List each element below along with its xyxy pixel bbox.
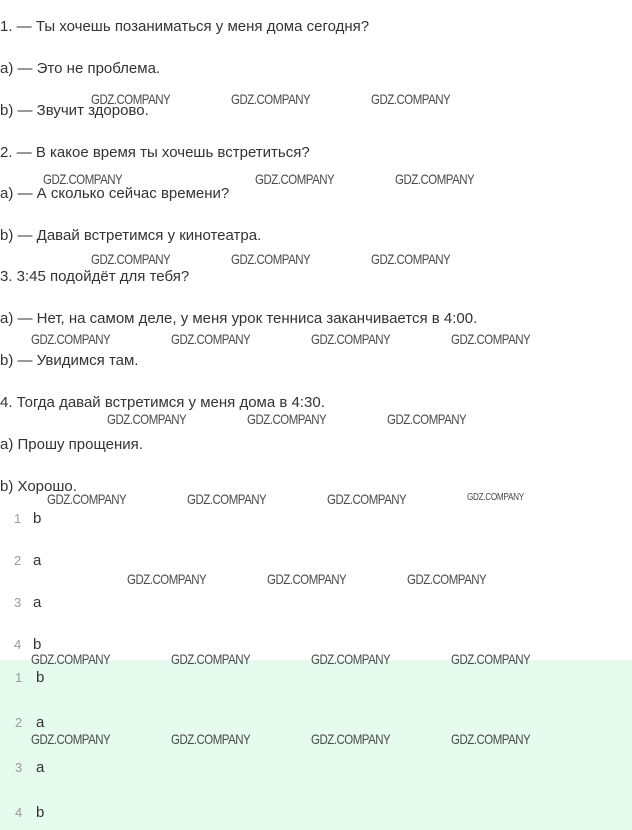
- watermark: GDZ.COMPANY: [395, 171, 475, 187]
- watermark: GDZ.COMPANY: [407, 571, 487, 587]
- watermark: GDZ.COMPANY: [327, 491, 407, 507]
- answer-value: b: [33, 510, 42, 527]
- watermark: GDZ.COMPANY: [31, 731, 111, 747]
- answer-number: 1: [15, 670, 23, 685]
- watermark: GDZ.COMPANY: [31, 651, 111, 667]
- watermark: GDZ.COMPANY: [467, 492, 524, 503]
- watermark: GDZ.COMPANY: [311, 331, 391, 347]
- answer-value: b: [36, 804, 45, 821]
- watermark: GDZ.COMPANY: [43, 171, 123, 187]
- answer-value: a: [33, 594, 42, 611]
- watermark: GDZ.COMPANY: [231, 91, 311, 107]
- watermark: GDZ.COMPANY: [311, 651, 391, 667]
- watermark: GDZ.COMPANY: [47, 491, 127, 507]
- watermark: GDZ.COMPANY: [255, 171, 335, 187]
- watermark: GDZ.COMPANY: [231, 251, 311, 267]
- watermark: GDZ.COMPANY: [187, 491, 267, 507]
- option-4a: a) Прошу прощения.: [0, 436, 143, 453]
- answer-number: 2: [15, 715, 23, 730]
- answer-number: 2: [14, 553, 22, 568]
- answer-number: 4: [15, 805, 23, 820]
- option-4b: b) Хорошо.: [0, 478, 77, 495]
- watermark: GDZ.COMPANY: [127, 571, 207, 587]
- answer-number: 4: [14, 637, 22, 652]
- watermark: GDZ.COMPANY: [91, 251, 171, 267]
- option-3a: a) — Нет, на самом деле, у меня урок тенниса заканчивается в 4:00.: [0, 310, 478, 327]
- answer-row: [0, 803, 60, 823]
- option-2a: a) — А сколько сейчас времени?: [0, 185, 230, 202]
- watermark: GDZ.COMPANY: [267, 571, 347, 587]
- watermark: GDZ.COMPANY: [171, 651, 251, 667]
- watermark: GDZ.COMPANY: [171, 731, 251, 747]
- question-2: 2. — В какое время ты хочешь встретиться?: [0, 144, 310, 161]
- watermark: GDZ.COMPANY: [451, 331, 531, 347]
- answer-row: [0, 758, 60, 778]
- answer-number: 1: [14, 511, 22, 526]
- answer-value: b: [33, 636, 42, 653]
- question-1: 1. — Ты хочешь позаниматься у меня дома сегодня?: [0, 18, 370, 35]
- watermark: GDZ.COMPANY: [107, 411, 187, 427]
- answer-row: [0, 635, 60, 655]
- question-3: 3. 3:45 подойдёт для тебя?: [0, 268, 190, 285]
- watermark: GDZ.COMPANY: [387, 411, 467, 427]
- watermark: GDZ.COMPANY: [451, 731, 531, 747]
- answer-value: a: [33, 552, 42, 569]
- watermark: GDZ.COMPANY: [171, 331, 251, 347]
- question-4: 4. Тогда давай встретимся у меня дома в 4:30.: [0, 394, 325, 411]
- answer-value: a: [36, 714, 45, 731]
- answer-number: 3: [14, 595, 22, 610]
- option-3b: b) — Увидимся там.: [0, 352, 139, 369]
- option-2b: b) — Давай встретимся у кинотеатра.: [0, 227, 262, 244]
- answer-row: [0, 551, 60, 571]
- option-1a: a) — Это не проблема.: [0, 60, 161, 77]
- watermark: GDZ.COMPANY: [451, 651, 531, 667]
- answer-value: a: [36, 759, 45, 776]
- answer-value: b: [36, 669, 45, 686]
- watermark: GDZ.COMPANY: [311, 731, 391, 747]
- answer-row: [0, 713, 60, 733]
- watermark: GDZ.COMPANY: [247, 411, 327, 427]
- option-1b: b) — Звучит здорово.: [0, 102, 149, 119]
- answer-row: [0, 509, 60, 529]
- answer-highlight-block: [0, 660, 632, 830]
- answer-row: [0, 593, 60, 613]
- watermark: GDZ.COMPANY: [31, 331, 111, 347]
- watermark: GDZ.COMPANY: [91, 91, 171, 107]
- answer-number: 3: [15, 760, 23, 775]
- watermark: GDZ.COMPANY: [371, 251, 451, 267]
- answer-row: [0, 668, 60, 688]
- watermark: GDZ.COMPANY: [371, 91, 451, 107]
